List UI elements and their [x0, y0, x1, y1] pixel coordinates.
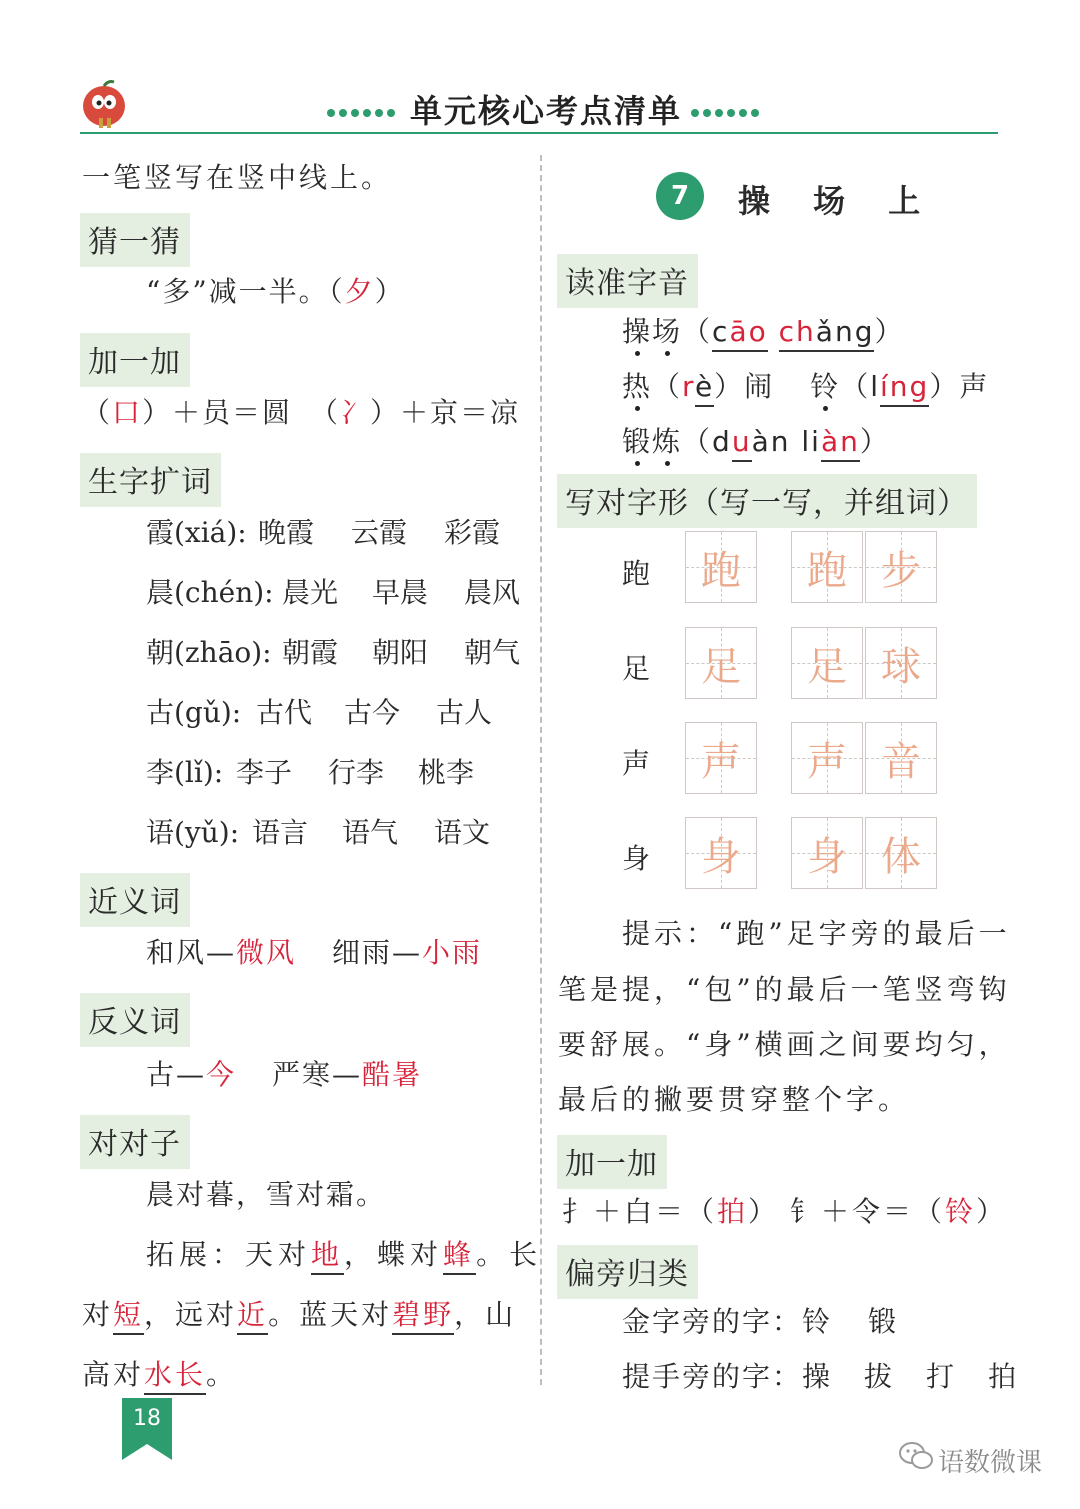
- read-tag: 读准字音: [557, 254, 698, 308]
- grid-cell: 身: [685, 817, 757, 889]
- guess-tag: 猜一猜: [80, 213, 190, 267]
- wechat-icon: [898, 1440, 934, 1472]
- grid-cell: 音: [865, 722, 937, 794]
- grid-row-label: 声: [622, 747, 651, 780]
- mascot-icon: [80, 80, 130, 134]
- couplet-line-3: 对短，远对近。蓝天对碧野，山: [82, 1293, 516, 1333]
- list-item: 朝(zhāo): 朝霞 朝阳 朝气: [146, 636, 521, 669]
- antonyms-tag: 反义词: [80, 993, 190, 1047]
- list-item: 霞(xiá): 晚霞 云霞 彩霞: [146, 516, 501, 549]
- lesson-number-badge: 7: [656, 172, 704, 220]
- page-number: 18: [133, 1406, 161, 1431]
- grid-cell: 足: [791, 627, 863, 699]
- watermark-text: 语数微课: [938, 1448, 1043, 1478]
- add-tag: 加一加: [80, 333, 190, 387]
- synonyms-tag: 近义词: [80, 873, 190, 927]
- grid-cell: 体: [865, 817, 937, 889]
- grid-cell: 跑: [791, 531, 863, 603]
- column-divider: [540, 155, 542, 1385]
- lesson-title: 操 场 上: [738, 182, 933, 220]
- grid-cell: 足: [685, 627, 757, 699]
- guess-question: “多”减一半。（夕）: [146, 275, 405, 308]
- list-item: 古(gǔ): 古代 古今 古人: [146, 696, 493, 729]
- right-add-tag: 加一加: [557, 1135, 667, 1189]
- list-item: 语(yǔ): 语言 语气 语文: [146, 816, 491, 849]
- tip-line-3: 要舒展。“身”横画之间要均匀，: [558, 1028, 1011, 1061]
- list-item: 李(lǐ): 李子 行李 桃李: [146, 756, 475, 789]
- antonyms-line: 古—今 严寒—酷暑: [146, 1058, 423, 1091]
- couplet-line-2: 拓展：天对地，蝶对蜂。长: [146, 1233, 542, 1273]
- add-answer-1: 口: [112, 396, 143, 429]
- tip-line-2: 笔是提，“包”的最后一笔竖弯钩: [558, 973, 1011, 1006]
- couplet-line-4: 高对水长。: [82, 1353, 237, 1393]
- read-row-2: 热（rè）闹 铃（líng）声: [622, 365, 989, 405]
- header-dots-right: [690, 103, 762, 122]
- guess-answer: 夕: [344, 275, 375, 308]
- add-equation-1: （口）＋员＝圆: [82, 396, 293, 429]
- radical-line-1: 金字旁的字：铃 锻: [622, 1305, 899, 1338]
- grid-row-label: 跑: [622, 557, 651, 590]
- header-dots-left: [326, 103, 398, 122]
- add-equation-2: （冫）＋京＝凉: [310, 396, 521, 429]
- tip-line-4: 最后的撇要贯穿整个字。: [558, 1083, 911, 1116]
- add-answer-2: 冫: [340, 396, 371, 429]
- synonyms-line: 和风—微风 细雨—小雨: [146, 936, 483, 969]
- couplet-line-1: 晨对暮，雪对霜。: [146, 1178, 387, 1211]
- expand-tag: 生字扩词: [80, 453, 221, 507]
- right-add-equation-1: 扌＋白＝（拍）: [562, 1195, 780, 1228]
- header-rule: [80, 132, 998, 134]
- grid-cell: 步: [865, 531, 937, 603]
- read-row-3: 锻炼（duàn liàn）: [622, 420, 890, 460]
- read-row-1: 操场（cāo chǎng）: [622, 310, 905, 350]
- grid-row-label: 身: [622, 842, 651, 875]
- grid-cell: 声: [791, 722, 863, 794]
- couplet-tag: 对对子: [80, 1115, 190, 1169]
- page-number-ribbon: [122, 1398, 172, 1460]
- grid-row-label: 足: [622, 652, 651, 685]
- radical-line-2: 提手旁的字：操 拔 打 拍: [622, 1360, 1019, 1393]
- header-title: 单元核心考点清单: [410, 92, 683, 130]
- grid-cell: 声: [685, 722, 757, 794]
- right-add-equation-2: 钅＋令＝（铃）: [790, 1195, 1008, 1228]
- radical-tag: 偏旁归类: [557, 1245, 698, 1299]
- intro-line: 一笔竖写在竖中线上。: [82, 161, 393, 194]
- write-tag: 写对字形（写一写，并组词）: [557, 474, 977, 528]
- grid-cell: 球: [865, 627, 937, 699]
- grid-cell: 身: [791, 817, 863, 889]
- grid-cell: 跑: [685, 531, 757, 603]
- tip-line-1: 提示：“跑”足字旁的最后一: [622, 917, 1011, 950]
- list-item: 晨(chén): 晨光 早晨 晨风: [146, 576, 521, 609]
